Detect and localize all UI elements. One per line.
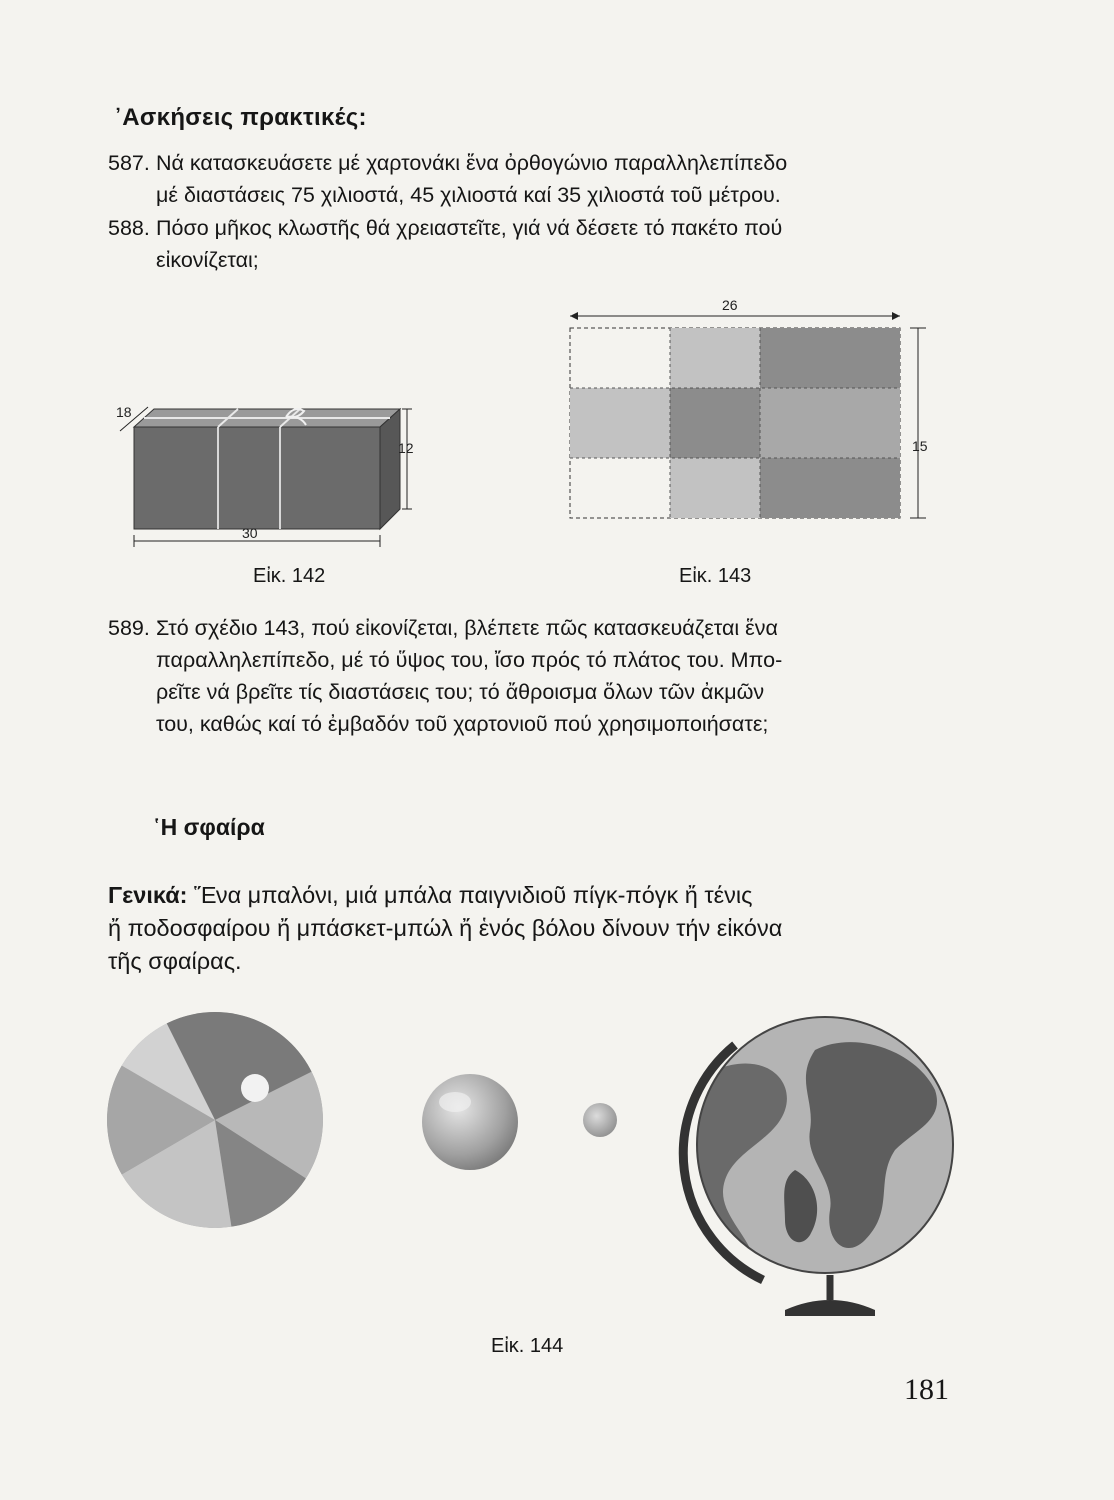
marble (583, 1103, 617, 1137)
dimension-label-18: 18 (116, 404, 132, 420)
net-panel (760, 458, 900, 518)
exercise-number: 587. (108, 151, 150, 175)
globe (683, 1017, 953, 1316)
page-number: 181 (904, 1373, 949, 1406)
figure-144-caption: Εἰκ. 144 (491, 1335, 564, 1357)
figure-142-caption: Εἰκ. 142 (253, 565, 326, 587)
sphere-section-text (108, 879, 968, 978)
globe-stand-base (785, 1300, 875, 1316)
practical-exercises-heading: ᾿Ασκήσεις πρακτικές: (114, 104, 367, 131)
net-panel (760, 328, 900, 388)
sphere-text-line: Ἕνα μπαλόνι, μιά μπάλα παιγνιδιοῦ πίγκ-πόγκ ἤ τένις (187, 882, 753, 908)
exercise-text-line: Πόσο μῆκος κλωστῆς θά χρειαστεῖτε, γιά νά δέσετε τό πακέτο πού (156, 216, 783, 240)
box-net-figure (560, 296, 940, 532)
net-panel (670, 388, 760, 458)
exercise-text-line: παραλληλεπίπεδο, μέ τό ὕψος του, ἴσο πρός τό πλάτος του. Μπο- (156, 648, 783, 672)
sphere-text-line: τῆς σφαίρας. (108, 948, 242, 974)
exercise-number: 589. (108, 616, 150, 640)
exercise-text-line: ρεῖτε νά βρεῖτε τίς διαστάσεις του; τό ἄθροισμα ὅλων τῶν ἀκμῶν (156, 680, 765, 704)
exercise-text-line: Νά κατασκευάσετε μέ χαρτονάκι ἕνα ὀρθογώνιο παραλληλεπίπεδο (156, 151, 788, 175)
package-front-face (134, 427, 380, 529)
dimension-label-30: 30 (242, 525, 258, 541)
package-figure (110, 395, 430, 555)
exercise-text-line: του, καθώς καί τό ἐμβαδόν τοῦ χαρτονιοῦ πού χρησιμοποιήσατε; (156, 712, 769, 736)
exercise-text-line: μέ διαστάσεις 75 χιλιοστά, 45 χιλιοστά καί 35 χιλιοστά τοῦ μέτρου. (156, 183, 781, 207)
package-side-face (380, 409, 400, 529)
exercise-589 (108, 612, 956, 740)
general-lead: Γενικά: (108, 882, 188, 908)
dimension-label-12: 12 (398, 440, 414, 456)
net-panel (670, 458, 760, 518)
sphere-section-title: ῾Η σφαίρα (153, 814, 265, 840)
beach-ball (95, 1000, 355, 1250)
net-panel (760, 388, 900, 458)
dimension-label-15: 15 (912, 438, 928, 454)
net-panel (570, 388, 670, 458)
sphere-text-line: ἤ ποδοσφαίρου ἤ μπάσκετ-μπώλ ἤ ἑνός βόλου δίνουν τήν εἰκόνα (108, 915, 783, 941)
exercise-text-line: εἰκονίζεται; (156, 248, 259, 272)
spheres-figure (95, 1010, 975, 1340)
dimension-label-26: 26 (722, 297, 738, 313)
net-panel (670, 328, 760, 388)
exercise-587 (108, 147, 956, 211)
ping-pong-ball (422, 1074, 518, 1170)
exercise-588 (108, 212, 956, 276)
exercise-number: 588. (108, 216, 150, 240)
exercise-text-line: Στό σχέδιο 143, πού εἰκονίζεται, βλέπετε πῶς κατασκευάζεται ἕνα (156, 616, 778, 640)
figure-143-caption: Εἰκ. 143 (679, 565, 752, 587)
